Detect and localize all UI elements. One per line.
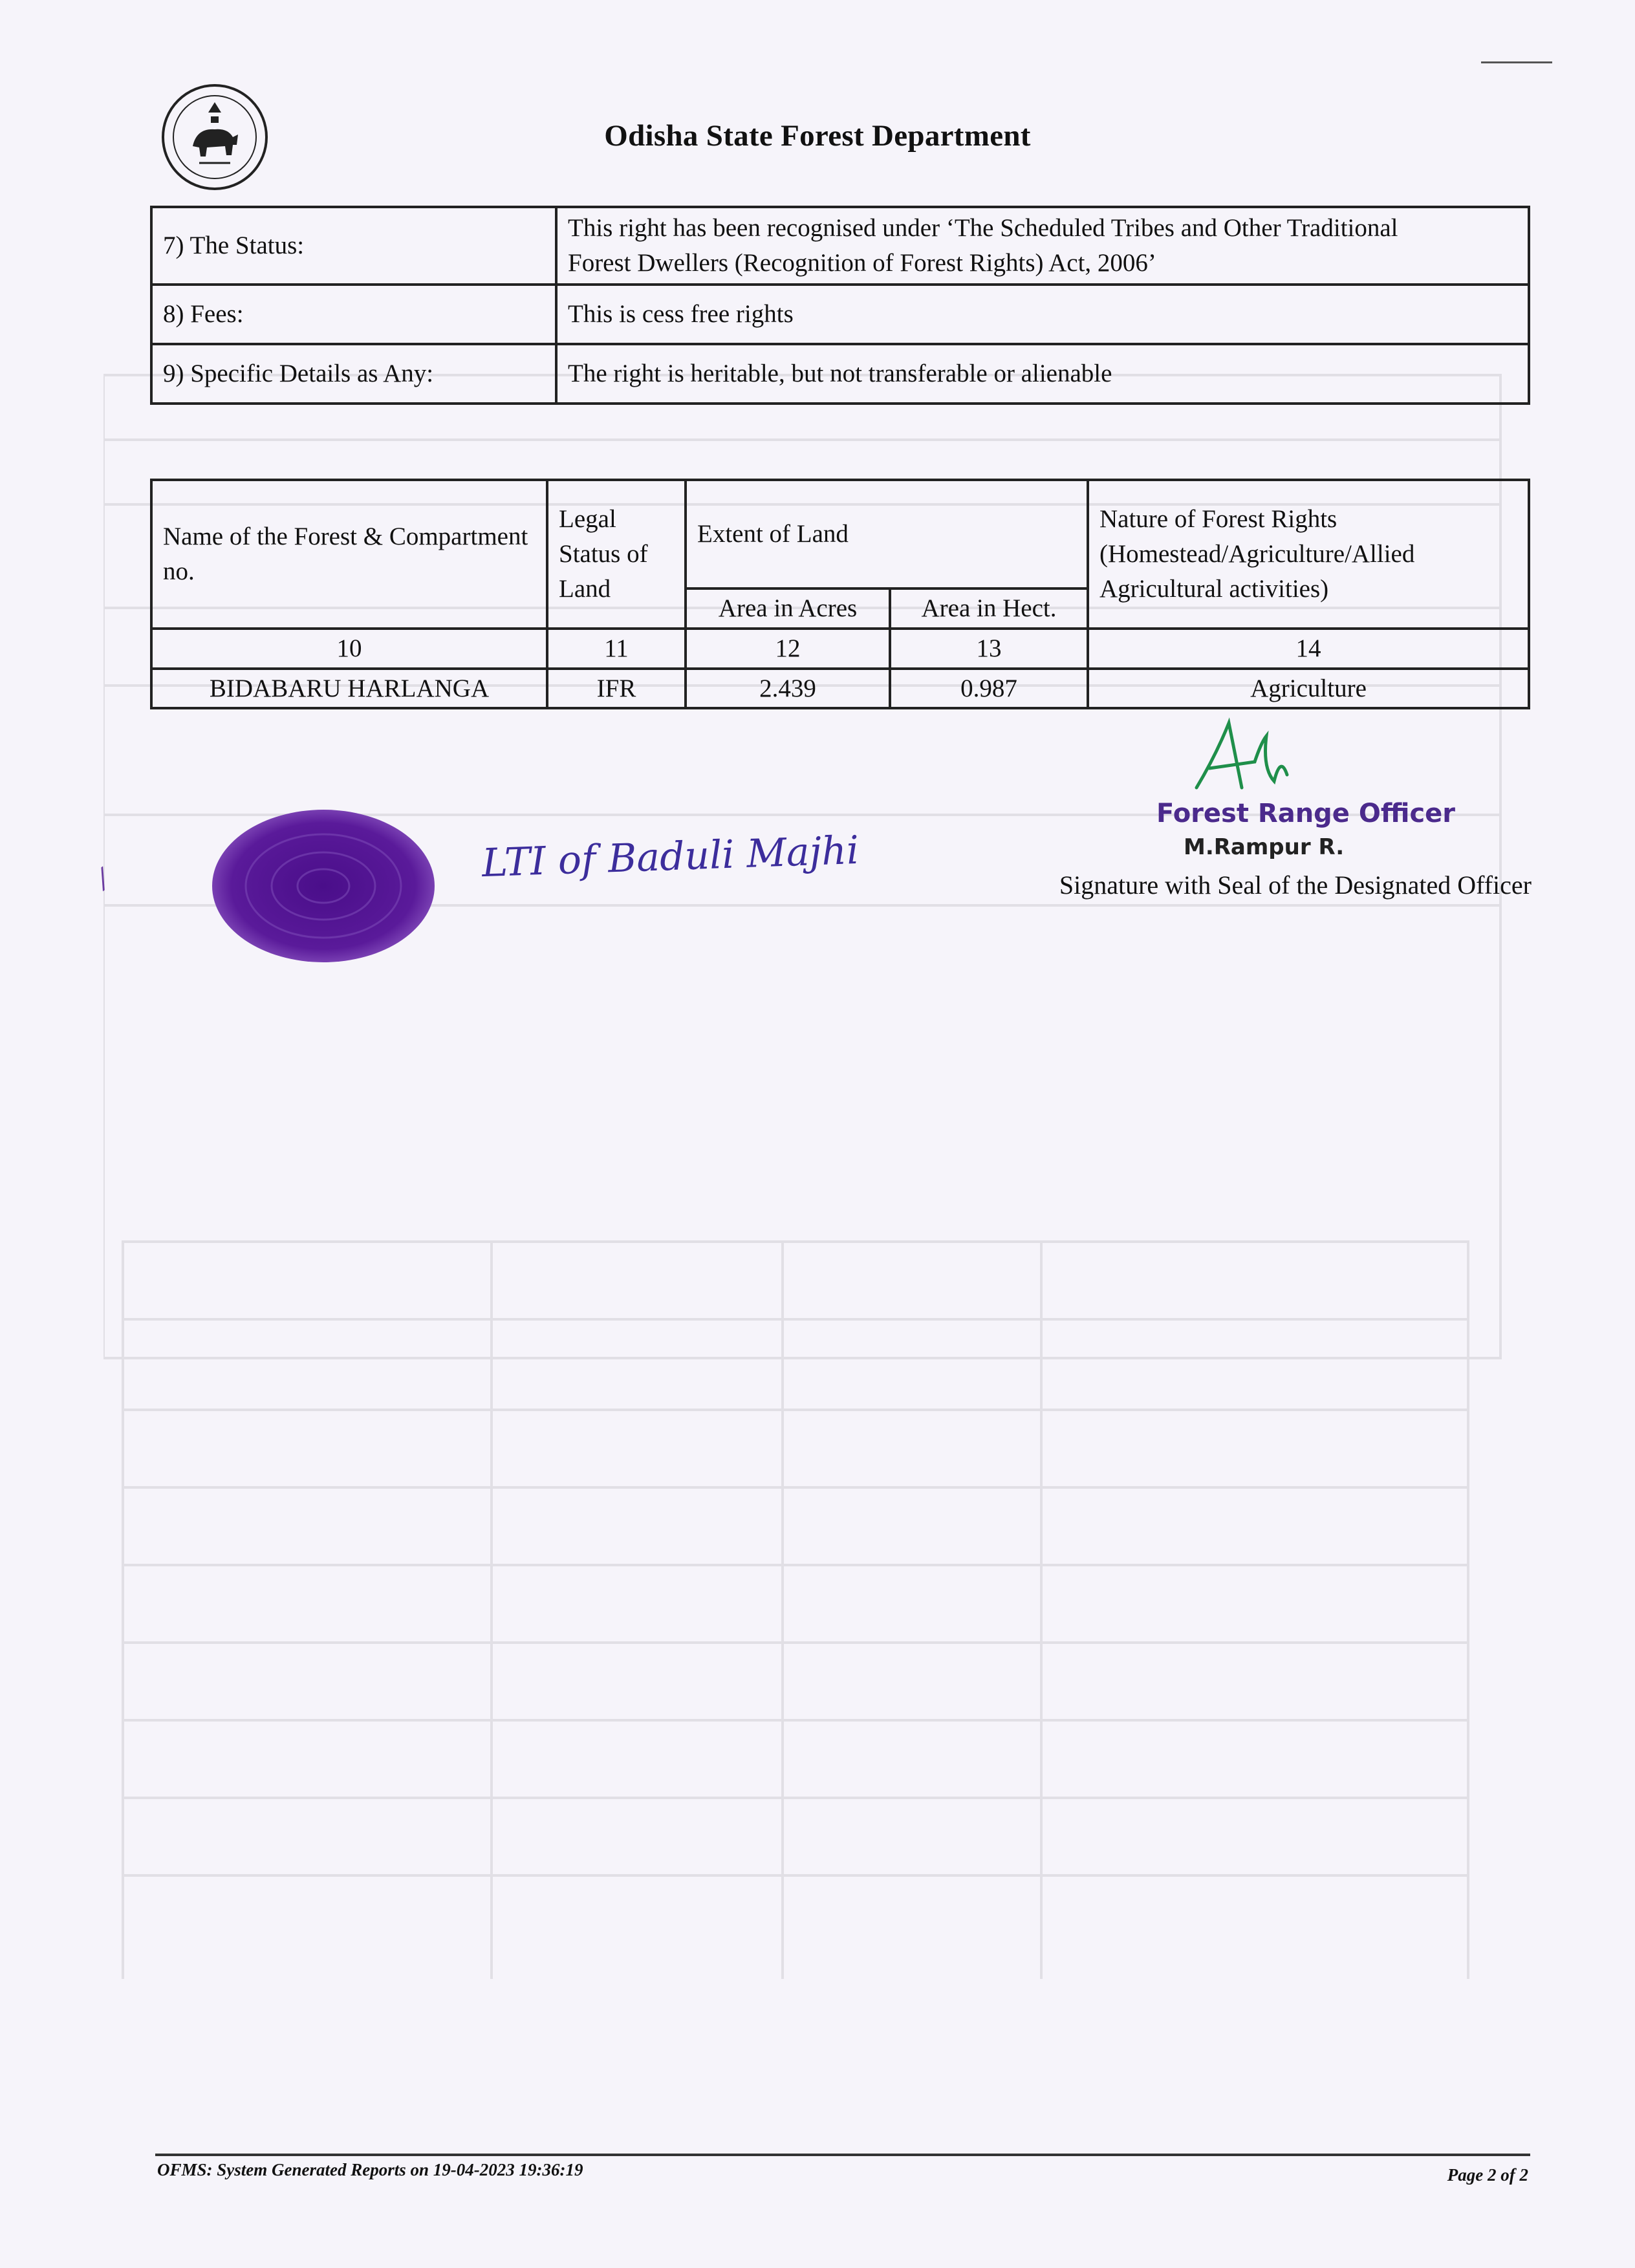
seal-location: M.Rampur R. bbox=[1184, 834, 1345, 860]
status-label: 7) The Status: bbox=[151, 207, 556, 285]
column-number: 11 bbox=[547, 629, 686, 669]
legal-status-cell: IFR bbox=[547, 669, 686, 709]
area-acres-header: Area in Acres bbox=[686, 589, 890, 629]
specific-details-label: 9) Specific Details as Any: bbox=[151, 344, 556, 404]
fees-value: This is cess free rights bbox=[556, 285, 1529, 344]
corner-mark bbox=[1481, 61, 1552, 63]
thumb-impression bbox=[207, 805, 440, 967]
footer-divider bbox=[155, 2154, 1530, 2156]
nature-of-rights-header: Nature of Forest Rights (Homestead/Agriculture/Allied Agricultural activities) bbox=[1088, 480, 1529, 629]
column-number: 13 bbox=[890, 629, 1088, 669]
legal-status-header: Legal Status of Land bbox=[547, 480, 686, 629]
tick-mark: ⁄ bbox=[92, 865, 114, 894]
nature-cell: Agriculture bbox=[1088, 669, 1529, 709]
table-header-row bbox=[151, 480, 1529, 589]
area-acres-cell: 2.439 bbox=[686, 669, 890, 709]
table-row bbox=[151, 344, 1529, 404]
area-hect-cell: 0.987 bbox=[890, 669, 1088, 709]
extent-of-land-header: Extent of Land bbox=[686, 480, 1088, 589]
officer-signature bbox=[1190, 717, 1294, 801]
specific-details-value: The right is heritable, but not transferable or alienable bbox=[556, 344, 1529, 404]
status-value-line: This right has been recognised under ‘The Scheduled Tribes and Other Traditional bbox=[568, 214, 1398, 242]
land-table bbox=[150, 479, 1530, 709]
table-row bbox=[151, 669, 1529, 709]
rights-table bbox=[150, 206, 1530, 405]
seal-title: Forest Range Officer bbox=[1156, 799, 1456, 828]
footer-generated-note: OFMS: System Generated Reports on 19-04-2023 19:36:19 bbox=[157, 2160, 583, 2179]
forest-name-header: Name of the Forest & Compartment no. bbox=[151, 480, 547, 629]
table-row bbox=[151, 285, 1529, 344]
forest-name-cell: BIDABARU HARLANGA bbox=[151, 669, 547, 709]
area-hect-header: Area in Hect. bbox=[890, 589, 1088, 629]
table-row bbox=[151, 207, 1529, 285]
status-value bbox=[556, 207, 1529, 285]
column-number-row bbox=[151, 629, 1529, 669]
column-number: 10 bbox=[151, 629, 547, 669]
column-number: 14 bbox=[1088, 629, 1529, 669]
page-number: Page 2 of 2 bbox=[1447, 2165, 1528, 2185]
signature-caption: Signature with Seal of the Designated Officer bbox=[1059, 870, 1532, 900]
status-value-line: Forest Dwellers (Recognition of Forest Rights) Act, 2006’ bbox=[568, 248, 1156, 277]
column-number: 12 bbox=[686, 629, 890, 669]
lti-handwriting: LTI of Baduli Majhi bbox=[481, 827, 860, 887]
fees-label: 8) Fees: bbox=[151, 285, 556, 344]
page-title: Odisha State Forest Department bbox=[604, 119, 1031, 153]
